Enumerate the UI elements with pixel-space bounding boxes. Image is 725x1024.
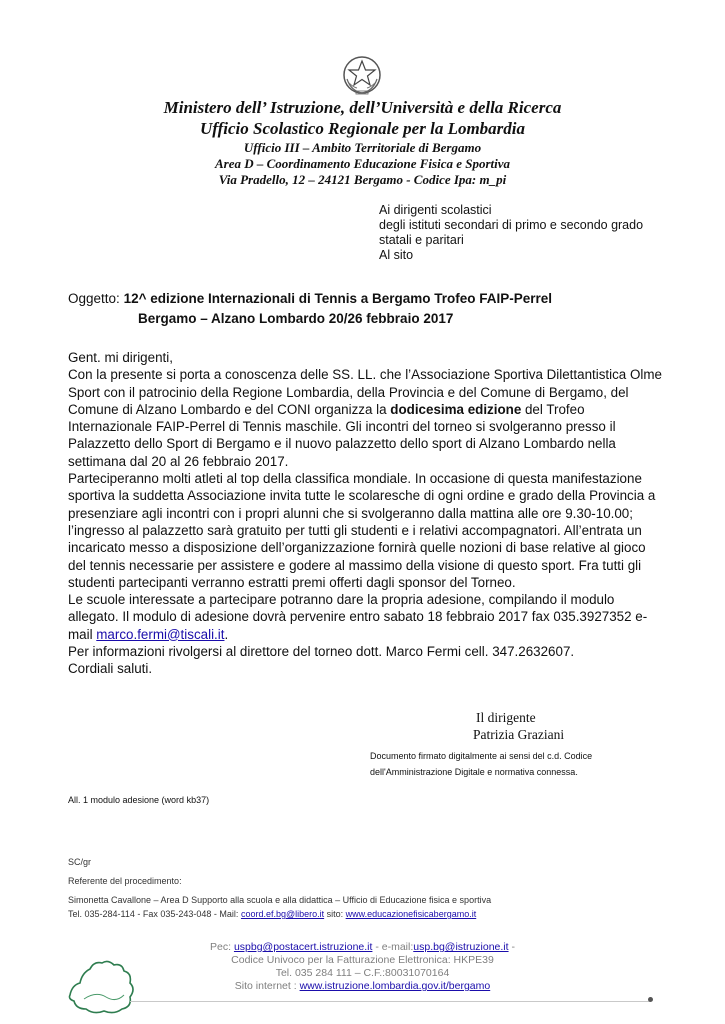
body-line xyxy=(68,401,668,418)
body-line: Internazionale FAIP-Perrel di Tennis maschile. Gli incontri del torneo si svolgeranno presso il xyxy=(68,419,616,435)
ministry-title: Ministero dell’ Istruzione, dell’Università e della Ricerca xyxy=(163,98,562,117)
office-subtitle: Ufficio III – Ambito Territoriale di Bergamo xyxy=(243,140,482,155)
organizer-email-link[interactable]: marco.fermi@tiscali.it xyxy=(96,626,225,642)
body-line: settimana dal 20 al 26 febbraio 2017. xyxy=(68,453,289,469)
body-line: Sport con il patrocinio della Regione Lombardia, della Provincia e del Comune di Bergamo, del xyxy=(68,384,629,400)
body-line: Per informazioni rivolgersi al direttore del torneo dott. Marco Fermi cell. 347.2632607. xyxy=(68,644,575,660)
footer-site-link[interactable]: www.istruzione.lombardia.gov.it/bergamo xyxy=(299,980,491,992)
footer-email-link[interactable]: usp.bg@istruzione.it xyxy=(413,941,509,953)
footer-pec-line xyxy=(0,941,725,953)
footer-site-line xyxy=(0,980,725,992)
contact-phone: Tel. 035-284-114 - Fax 035-243-048 - Mail: xyxy=(68,909,241,919)
footer-site-label: Sito internet : xyxy=(234,980,300,992)
body-text-segment: mail xyxy=(68,626,97,642)
contact-details xyxy=(68,909,476,919)
contact-site-label: sito: xyxy=(324,909,346,919)
footer-email-suffix: - xyxy=(508,941,515,953)
contact-site-link[interactable]: www.educazionefisicabergamo.it xyxy=(345,909,477,919)
body-line: l’ingresso al palazzetto sarà gratuito per tutti gli studenti e i relativi accompagnatori. All’entrata un xyxy=(68,522,642,538)
office-title: Ufficio Scolastico Regionale per la Lombardia xyxy=(199,119,526,138)
body-line: Con la presente si porta a conoscenza delle SS. LL. che l’Associazione Sportiva Dilettantistica Olme xyxy=(68,367,662,383)
footer-divider xyxy=(130,1001,650,1002)
footer-email-label: - e-mail: xyxy=(372,941,414,953)
recipient-line: degli istituti secondari di primo e secondo grado xyxy=(379,218,644,232)
body-line: Palazzetto dello Sport di Bergamo e il nuovo palazzetto dello sport di Alzano Lombardo nella xyxy=(68,436,616,452)
footer-phone-cf: Tel. 035 284 111 – C.F.:80031070164 xyxy=(275,967,450,979)
footer-pec-label: Pec: xyxy=(210,941,234,953)
closing: Cordiali saluti. xyxy=(68,661,153,677)
digital-note-line: dell'Amministrazione Digitale e normativa connessa. xyxy=(370,767,578,777)
body-text-segment: del Trofeo xyxy=(521,401,585,417)
signature-title: Il dirigente xyxy=(476,710,536,725)
contact-person: Simonetta Cavallone – Area D Supporto alla scuola e alla didattica – Ufficio di Educazione fisica e sportiva xyxy=(68,895,492,905)
body-line: presenziare agli incontri con i propri alunni che si svolgeranno dalla mattina alle ore 9.30-10.00; xyxy=(68,505,633,521)
area-title: Area D – Coordinamento Educazione Fisica e Sportiva xyxy=(214,156,511,171)
body-line: studenti partecipanti verranno estratti premi offerti dagli sponsor del Torneo. xyxy=(68,574,516,590)
footer-pec-link[interactable]: uspbg@postacert.istruzione.it xyxy=(233,941,373,953)
body-line: sportiva la suddetta Associazione invita tutte le scolaresche di ogni ordine e grado della Provincia a xyxy=(68,488,656,504)
footer-invoice-code: Codice Univoco per la Fatturazione Elettronica: HKPE39 xyxy=(231,954,494,966)
body-line: allegato. Il modulo di adesione dovrà pervenire entro sabato 18 febbraio 2017 fax 035.3927352 e- xyxy=(68,609,648,625)
body-line: incaricato messo a disposizione dell’organizzazione fornirà quelle nozioni di base relative al gioco xyxy=(68,540,646,556)
letter-body xyxy=(68,349,668,678)
subject-line-2: Bergamo – Alzano Lombardo 20/26 febbraio 2017 xyxy=(138,311,454,326)
attachment-note: All. 1 modulo adesione (word kb37) xyxy=(68,795,210,805)
body-line xyxy=(68,626,668,643)
recipient-line: Al sito xyxy=(379,248,414,262)
subject-line-1: 12^ edizione Internazionali di Tennis a Bergamo Trofeo FAIP-Perrel xyxy=(123,291,553,306)
subject-block xyxy=(68,289,552,329)
recipient-line: Ai dirigenti scolastici xyxy=(379,203,492,217)
body-line: del tennis necessarie per assistere e godere al massimo della visione di questo sport. Fra tutti gli xyxy=(68,557,642,573)
body-line: Parteciperanno molti atleti al top della classifica mondiale. In occasione di questa manifestazione xyxy=(68,471,642,487)
recipients-block xyxy=(379,203,643,263)
contact-email-link[interactable]: coord.ef.bg@libero.it xyxy=(240,909,325,919)
body-text-segment: . xyxy=(224,626,229,642)
referente-label: Referente del procedimento: xyxy=(68,876,182,886)
digital-signature-note xyxy=(370,748,592,780)
body-text-segment: Comune di Alzano Lombardo e del CONI organizza la xyxy=(68,401,391,417)
footer-dot xyxy=(648,997,653,1002)
body-line: Le scuole interessate a partecipare potranno dare la propria adesione, compilando il modulo xyxy=(68,592,615,608)
subject-label: Oggetto: xyxy=(68,291,120,306)
body-bold-segment: dodicesima edizione xyxy=(390,401,522,417)
italian-republic-emblem-icon xyxy=(341,53,383,97)
signature-name: Patrizia Graziani xyxy=(473,727,565,742)
address-line: Via Pradello, 12 – 24121 Bergamo - Codice Ipa: m_pi xyxy=(218,172,507,187)
greeting: Gent. mi dirigenti, xyxy=(68,350,173,365)
initials: SC/gr xyxy=(68,857,92,867)
recipient-line: statali e paritari xyxy=(379,233,464,247)
digital-note-line: Documento firmato digitalmente ai sensi del c.d. Codice xyxy=(370,751,593,761)
